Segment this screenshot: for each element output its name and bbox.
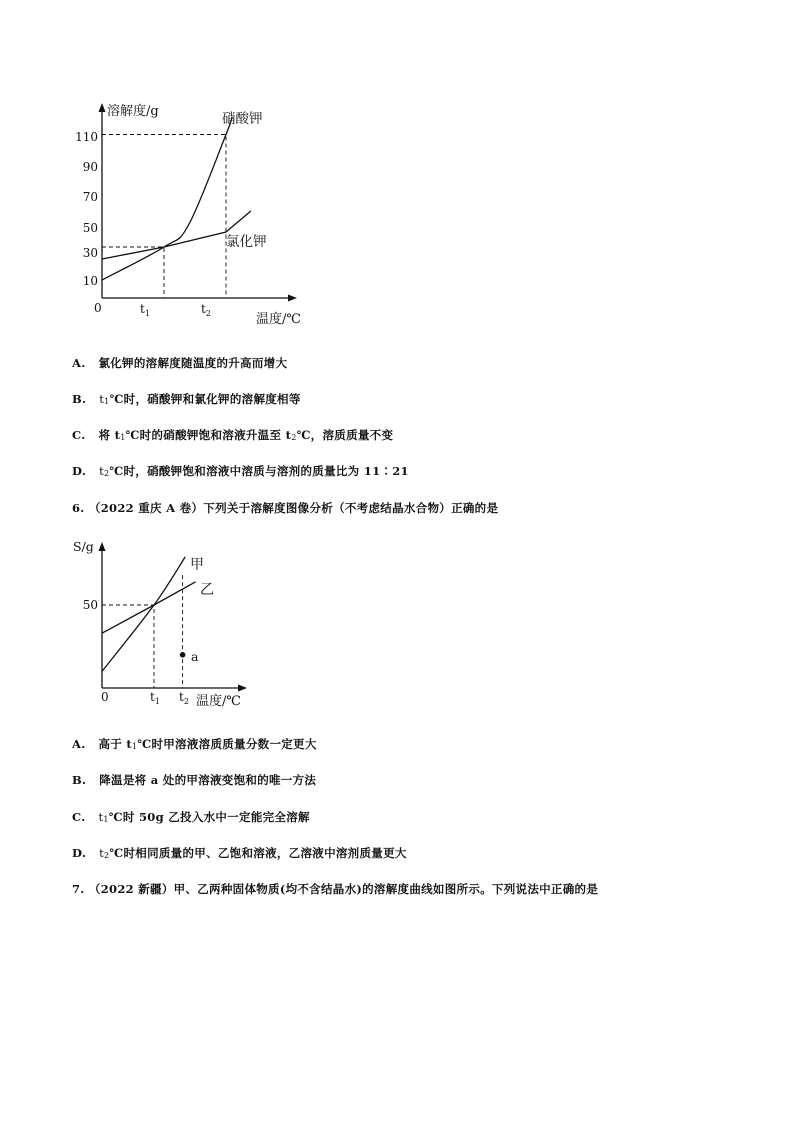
- origin-label: 0: [101, 690, 109, 704]
- q6-option-b[interactable]: [72, 772, 316, 788]
- y-axis-arrow: [99, 103, 106, 112]
- question-source: （2022 新疆）: [88, 882, 174, 896]
- y-tick-label: 70: [82, 190, 98, 204]
- option-label: D.: [72, 464, 87, 478]
- subscript: 1: [104, 397, 110, 406]
- q5-option-c[interactable]: [72, 427, 393, 443]
- option-label: D.: [72, 846, 87, 860]
- question-7: [72, 881, 598, 897]
- option-text: ℃时相同质量的甲、乙饱和溶液，乙溶液中溶剂质量更大: [109, 846, 407, 860]
- option-label: A.: [72, 737, 86, 751]
- option-label: B.: [72, 392, 87, 406]
- option-text: ℃时 50g 乙投入水中一定能完全溶解: [108, 810, 310, 824]
- x-tick-label-t2: $t_2$: [179, 690, 189, 706]
- q6-option-c[interactable]: [72, 809, 310, 825]
- question-number: 6.: [72, 501, 85, 515]
- x-axis-label: 温度/℃: [196, 694, 241, 709]
- guide-line-t1: [102, 605, 154, 688]
- question-text: 下列关于溶解度图像分析（不考虑结晶水合物）正确的是: [203, 501, 499, 515]
- x-tick-label-t1: $t_1$: [140, 302, 150, 318]
- option-label: C.: [72, 428, 86, 442]
- y-tick-label: 50: [82, 221, 98, 235]
- data-point-a: [180, 652, 186, 658]
- option-text-pre: t: [99, 464, 105, 478]
- option-text: 氯化钾的溶解度随温度的升高而增大: [98, 356, 288, 370]
- series-line-jia: [102, 557, 185, 672]
- option-text-pre: 高于 t: [98, 737, 132, 751]
- option-text-mid: ℃时的硝酸钾饱和溶液升温至 t: [125, 428, 292, 442]
- x-axis-arrow: [288, 295, 297, 302]
- option-text-pre: t: [98, 810, 104, 824]
- guide-line-t1: [102, 247, 164, 298]
- y-axis-label: S/g: [73, 539, 94, 554]
- option-text-pre: 将 t: [98, 428, 121, 442]
- point-label-a: a: [191, 649, 199, 664]
- guide-line-t2: [102, 135, 226, 299]
- y-axis-arrow: [99, 542, 106, 551]
- option-text-pre: t: [99, 846, 105, 860]
- option-text: 降温是将 a 处的甲溶液变饱和的唯一方法: [99, 773, 317, 787]
- origin-label: 0: [94, 301, 102, 315]
- q6-option-a[interactable]: [72, 736, 317, 752]
- q5-option-b[interactable]: [72, 391, 301, 407]
- q6-option-d[interactable]: [72, 845, 407, 861]
- question-source: （2022 重庆 A 卷）: [88, 501, 204, 515]
- y-tick-label: 30: [82, 246, 98, 260]
- series-label-kcl: 氯化钾: [226, 234, 267, 250]
- y-tick-label: 90: [82, 160, 98, 174]
- x-tick-label-t2: $t_2$: [201, 302, 211, 318]
- solubility-chart-kno3-kcl: [60, 95, 320, 335]
- option-text: ℃，溶质质量不变: [296, 428, 394, 442]
- subscript: 2: [104, 469, 110, 478]
- question-text: 甲、乙两种固体物质(均不含结晶水)的溶解度曲线如图所示。下列说法中正确的是: [173, 882, 599, 896]
- option-text-pre: t: [99, 392, 105, 406]
- option-label: A.: [72, 356, 86, 370]
- subscript: 2: [291, 433, 297, 442]
- x-tick-label-t1: $t_1$: [150, 690, 160, 706]
- y-axis-label: 溶解度/g: [107, 104, 159, 119]
- subscript: 1: [103, 815, 109, 824]
- x-axis-label: 温度/℃: [256, 312, 301, 327]
- series-label-kno3: 硝酸钾: [222, 111, 263, 127]
- series-label-yi: 乙: [200, 582, 214, 598]
- option-label: B.: [72, 773, 87, 787]
- q5-option-d[interactable]: [72, 463, 409, 479]
- option-text: ℃时甲溶液溶质质量分数一定更大: [137, 737, 317, 751]
- question-6: [72, 500, 498, 516]
- subscript: 2: [104, 851, 110, 860]
- y-tick-label: 110: [75, 130, 98, 144]
- y-tick-label: 10: [82, 274, 98, 288]
- y-tick-label: 50: [82, 598, 98, 612]
- subscript: 1: [131, 742, 138, 751]
- subscript: 1: [120, 433, 126, 442]
- series-line-yi: [102, 582, 196, 633]
- question-number: 7.: [72, 882, 85, 896]
- solubility-chart-jia-yi: [70, 533, 260, 713]
- option-text: ℃时，硝酸钾饱和溶液中溶质与溶剂的质量比为 11∶21: [109, 464, 409, 478]
- series-label-jia: 甲: [190, 557, 204, 573]
- x-axis-arrow: [238, 685, 247, 692]
- q5-option-a[interactable]: [72, 355, 287, 371]
- option-label: C.: [72, 810, 86, 824]
- option-text: ℃时，硝酸钾和氯化钾的溶解度相等: [109, 392, 301, 406]
